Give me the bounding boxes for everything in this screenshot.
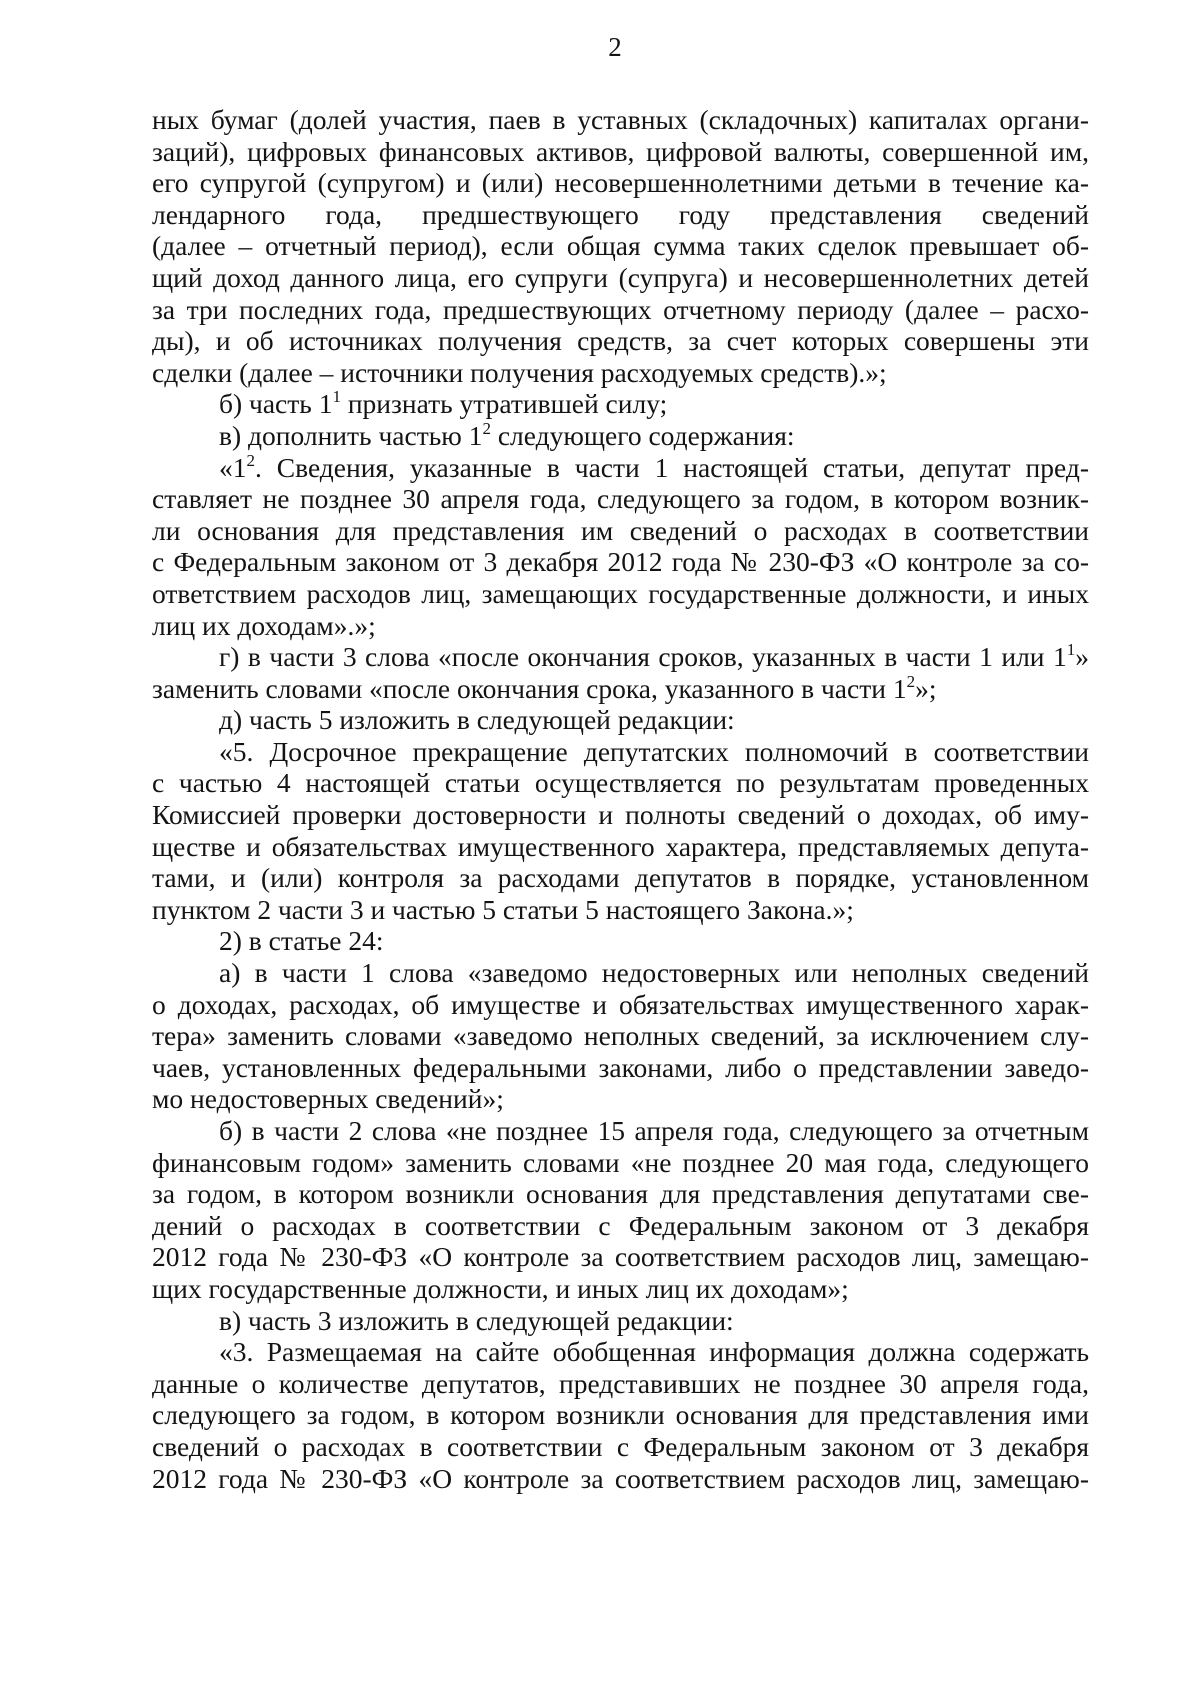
text-line: его супругой (супругом) и (или) несовершеннолетними детьми в течение ка- — [152, 167, 1089, 199]
text-line: а) в части 1 слова «заведомо недостоверных или неполных сведений — [219, 957, 1089, 989]
text-line: «5. Досрочное прекращение депутатских полномочий в соответствии — [219, 735, 1089, 767]
text-line — [152, 420, 1089, 452]
text-line: за три последних года, предшествующих отчетному периоду (далее – расхо- — [152, 293, 1089, 325]
line-text-after: . Сведения, указанные в части 1 настоящей статьи, депутат пред- — [255, 451, 1089, 483]
text-line: пунктом 2 части 3 и частью 5 статьи 5 настоящего Закона.»; — [152, 893, 854, 925]
text-line: «3. Размещаемая на сайте обобщенная информация должна содержать — [219, 1336, 1089, 1368]
text-line: ставляет не позднее 30 апреля года, следующего за годом, в котором возник- — [152, 483, 1089, 515]
text-line: (далее – отчетный период), если общая сумма таких сделок превышает об- — [152, 230, 1089, 262]
text-line: лиц их доходам».»; — [152, 609, 376, 641]
text-line: дений о расходах в соответствии с Федеральным законом от 3 декабря — [152, 1209, 1089, 1241]
text-line: ных бумаг (долей участия, паев в уставных (складочных) капиталах органи- — [152, 104, 1089, 135]
superscript: 1 — [332, 387, 341, 407]
line-text: в) дополнить частью 1 — [219, 419, 483, 451]
superscript: 2 — [906, 671, 916, 691]
text-line: с частью 4 настоящей статьи осуществляется по результатам проведенных — [152, 767, 1089, 799]
text-line: 2012 года № 230-ФЗ «О контроле за соответствием расходов лиц, замещаю- — [152, 1241, 1089, 1273]
text-line: ды), и об источниках получения средств, за счет которых совершены эти — [152, 325, 1089, 357]
page-number: 2 — [608, 32, 622, 62]
text-line — [152, 452, 1089, 484]
line-text: «1 — [219, 451, 247, 483]
superscript: 2 — [246, 450, 255, 470]
text-line: щих государственные должности, и иных лиц их доходам»; — [152, 1272, 849, 1304]
superscript: 1 — [1066, 640, 1076, 660]
line-text: заменить словами «после окончания срока, указанного в части 1 — [152, 672, 907, 704]
text-line: ответствием расходов лиц, замещающих государственные должности, и иных — [152, 577, 1089, 609]
text-line: 2) в статье 24: — [219, 925, 384, 957]
text-line — [152, 673, 1089, 705]
text-line: мо недостоверных сведений»; — [152, 1083, 504, 1115]
text-line: ществе и обязательствах имущественного характера, представляемых депута- — [152, 830, 1089, 862]
text-line: финансовым годом» заменить словами «не позднее 20 мая года, следующего — [152, 1146, 1089, 1178]
superscript: 2 — [482, 418, 491, 438]
text-line: тами, и (или) контроля за расходами депутатов в порядке, установленном — [152, 862, 1089, 894]
text-line: щий доход данного лица, его супруги (супруга) и несовершеннолетних детей — [152, 261, 1089, 293]
text-line: 2012 года № 230-ФЗ «О контроле за соответствием расходов лиц, замещаю- — [152, 1462, 1089, 1494]
line-text-after: »; — [915, 672, 937, 704]
text-line: тера» заменить словами «заведомо неполных сведений, за исключением слу- — [152, 1020, 1089, 1052]
line-text: б) часть 1 — [219, 388, 333, 420]
text-line: б) в части 2 слова «не позднее 15 апреля года, следующего за отчетным — [219, 1115, 1089, 1146]
text-line: данные о количестве депутатов, представивших не позднее 30 апреля года, — [152, 1367, 1089, 1399]
text-line: сделки (далее – источники получения расходуемых средств).»; — [152, 356, 887, 388]
text-line: чаев, установленных федеральными законами, либо о представлении заведо- — [152, 1051, 1089, 1083]
text-line: с Федеральным законом от 3 декабря 2012 года № 230-ФЗ «О контроле за со- — [152, 546, 1089, 578]
text-line — [152, 388, 1089, 420]
line-text-after: » — [1075, 641, 1089, 673]
line-text-after: следующего содержания: — [490, 419, 795, 451]
text-line: в) часть 3 изложить в следующей редакции: — [219, 1304, 734, 1336]
text-line: о доходах, расходах, об имуществе и обязательствах имущественного харак- — [152, 988, 1089, 1020]
line-text: г) в части 3 слова «после окончания сроков, указанных в части 1 или 1 — [219, 641, 1067, 673]
text-line: следующего за годом, в котором возникли основания для представления ими — [152, 1399, 1089, 1431]
document-body — [152, 104, 1089, 1494]
text-line: ли основания для представления им сведений о расходах в соответствии — [152, 514, 1089, 546]
text-line: заций), цифровых финансовых активов, цифровой валюты, совершенной им, — [152, 135, 1089, 167]
text-line: лендарного года, предшествующего году представления сведений — [152, 198, 1089, 230]
text-line: Комиссией проверки достоверности и полноты сведений о доходах, об иму- — [152, 799, 1089, 831]
text-line — [152, 641, 1089, 673]
text-line: сведений о расходах в соответствии с Федеральным законом от 3 декабря — [152, 1430, 1089, 1462]
line-text-after: признать утратившей силу; — [340, 388, 668, 420]
text-line: за годом, в котором возникли основания для представления депутатами све- — [152, 1178, 1089, 1210]
text-line: д) часть 5 изложить в следующей редакции: — [219, 704, 735, 736]
